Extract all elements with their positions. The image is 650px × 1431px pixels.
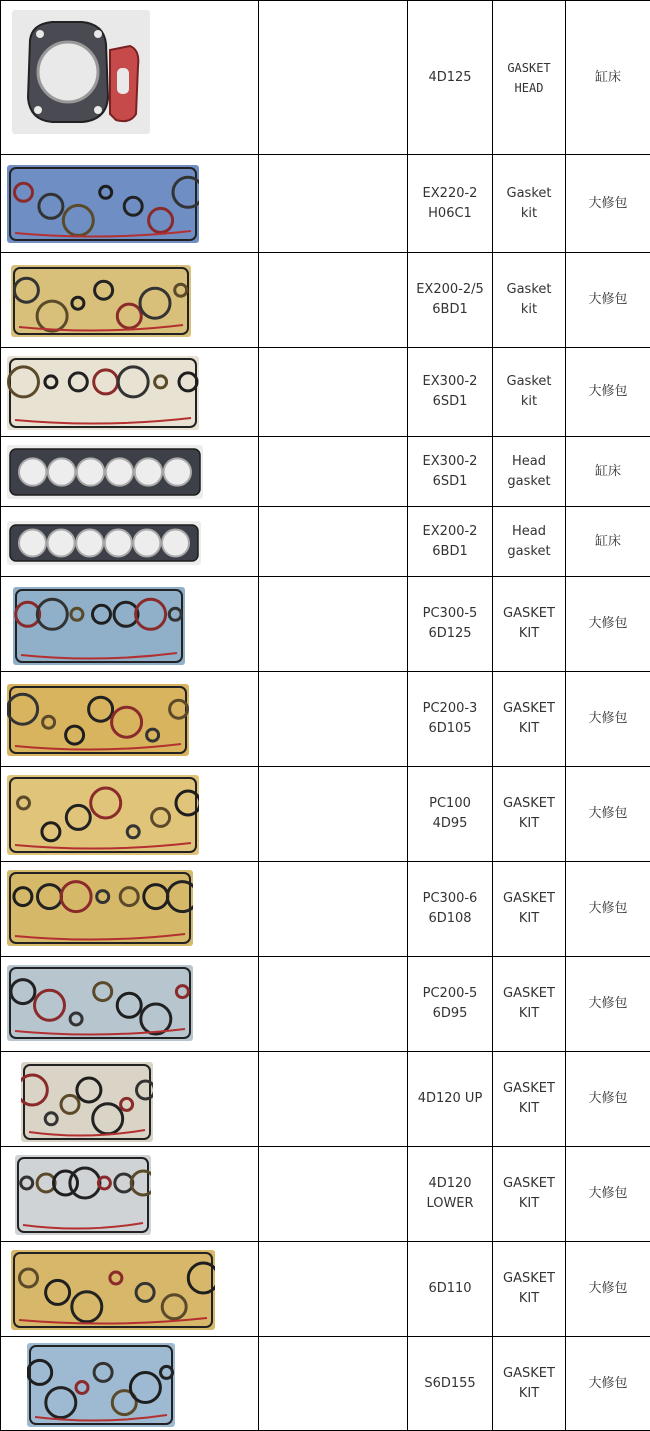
gasket-kit-drawing [7,965,193,1041]
chinese-name-cell [566,577,650,672]
chinese-name-cell-line: 大修包 [566,709,650,729]
chinese-name-cell-line: 缸床 [566,532,650,552]
part-name-cell-line: KIT [493,1194,565,1214]
part-name-cell-line: GASKET [493,1364,565,1384]
model-cell [408,1,493,155]
table-row [1,862,650,957]
table-row [1,253,650,348]
gasket-kit-drawing [7,356,199,430]
model-cell-line: EX200-2/5 [408,280,492,300]
gasket-kit-drawing [11,265,191,337]
model-cell-line: 4D95 [408,814,492,834]
part-name-cell [493,348,566,437]
model-cell [408,767,493,862]
table-row [1,155,650,253]
model-cell-line: 4D125 [408,68,492,88]
part-name-cell-line: GASKET [493,889,565,909]
chinese-name-cell-line: 大修包 [566,1089,650,1109]
part-name-cell [493,1052,566,1147]
model-cell [408,862,493,957]
part-name-cell-line: Head [493,452,565,472]
gasket-kit-drawing [7,165,199,243]
empty-cell [259,577,408,672]
chinese-name-cell-line: 大修包 [566,194,650,214]
chinese-name-cell-line: 大修包 [566,804,650,824]
chinese-name-cell-line: 缸床 [566,68,650,88]
product-image-cell [1,155,259,253]
model-cell [408,577,493,672]
product-image-cell [1,1052,259,1147]
chinese-name-cell [566,1242,650,1337]
model-cell [408,672,493,767]
model-cell [408,348,493,437]
model-cell-line: S6D155 [408,1374,492,1394]
model-cell-line: 4D120 [408,1174,492,1194]
gasket-kit-drawing [11,1250,215,1330]
part-name-cell-line: kit [493,392,565,412]
product-photo [15,1155,151,1235]
model-cell-line: EX220-2 [408,184,492,204]
product-image-cell [1,253,259,348]
model-cell [408,1337,493,1431]
head-gasket-drawing [12,10,150,134]
empty-cell [259,1337,408,1431]
chinese-name-cell [566,253,650,348]
chinese-name-cell-line: 大修包 [566,614,650,634]
part-name-cell [493,957,566,1052]
table-row [1,507,650,577]
chinese-name-cell-line: 缸床 [566,462,650,482]
model-cell-line: 6D108 [408,909,492,929]
table-row [1,767,650,862]
model-cell [408,507,493,577]
chinese-name-cell [566,862,650,957]
model-cell [408,155,493,253]
chinese-name-cell [566,1337,650,1431]
table-row [1,1337,650,1431]
empty-cell [259,1242,408,1337]
empty-cell [259,1052,408,1147]
product-photo [7,521,201,565]
table-row [1,1052,650,1147]
model-cell-line: 6BD1 [408,300,492,320]
product-image-cell [1,672,259,767]
model-cell [408,1147,493,1242]
empty-cell [259,1,408,155]
product-image-cell [1,1337,259,1431]
part-name-cell [493,767,566,862]
model-cell-line: LOWER [408,1194,492,1214]
product-image-cell [1,1147,259,1242]
part-name-cell [493,672,566,767]
table-row [1,1242,650,1337]
part-name-cell-line: Gasket [493,280,565,300]
part-name-cell-line: Gasket [493,372,565,392]
gasket-kit-drawing [27,1343,175,1427]
product-photo [7,356,199,430]
chinese-name-cell [566,348,650,437]
part-name-cell-line: KIT [493,1004,565,1024]
empty-cell [259,957,408,1052]
gasket-kit-drawing [15,1155,151,1235]
product-image-cell [1,507,259,577]
empty-cell [259,507,408,577]
model-cell-line: 6D105 [408,719,492,739]
table-row [1,957,650,1052]
model-cell-line: EX300-2 [408,452,492,472]
product-image-cell [1,348,259,437]
product-photo [13,587,185,665]
model-cell-line: 4D120 UP [408,1089,492,1109]
table-row [1,577,650,672]
model-cell [408,1242,493,1337]
empty-cell [259,348,408,437]
table-row [1,437,650,507]
model-cell [408,957,493,1052]
chinese-name-cell [566,672,650,767]
part-name-cell-line: KIT [493,1289,565,1309]
model-cell-line: 6SD1 [408,472,492,492]
part-name-cell-line: Head [493,522,565,542]
product-image-cell [1,957,259,1052]
empty-cell [259,437,408,507]
product-photo [7,775,199,855]
table-row [1,672,650,767]
part-name-cell-line: KIT [493,719,565,739]
part-name-cell [493,437,566,507]
product-photo [12,10,150,134]
chinese-name-cell-line: 大修包 [566,1279,650,1299]
model-cell-line: PC300-6 [408,889,492,909]
model-cell [408,1052,493,1147]
product-image-cell [1,862,259,957]
product-photo [7,870,193,946]
chinese-name-cell [566,437,650,507]
gasket-kit-drawing [7,775,199,855]
part-name-cell-line: Gasket [493,184,565,204]
model-cell-line: 6D125 [408,624,492,644]
model-cell-line: EX300-2 [408,372,492,392]
parts-table-body [1,1,650,1431]
empty-cell [259,767,408,862]
part-name-cell [493,1337,566,1431]
model-cell-line: 6BD1 [408,542,492,562]
chinese-name-cell-line: 大修包 [566,1184,650,1204]
part-name-cell-line: GASKET [493,58,565,78]
table-row [1,1,650,155]
empty-cell [259,672,408,767]
product-photo [27,1343,175,1427]
part-name-cell-line: GASKET [493,984,565,1004]
empty-cell [259,253,408,348]
gasket-kit-drawing [13,587,185,665]
part-name-cell-line: GASKET [493,1079,565,1099]
model-cell [408,253,493,348]
chinese-name-cell [566,507,650,577]
model-cell [408,437,493,507]
part-name-cell-line: GASKET [493,699,565,719]
part-name-cell-line: KIT [493,814,565,834]
part-name-cell [493,1147,566,1242]
part-name-cell-line: GASKET [493,604,565,624]
product-image-cell [1,437,259,507]
model-cell-line: 6SD1 [408,392,492,412]
empty-cell [259,862,408,957]
head-gasket-drawing [7,445,203,499]
chinese-name-cell-line: 大修包 [566,994,650,1014]
chinese-name-cell [566,767,650,862]
model-cell-line: PC300-5 [408,604,492,624]
part-name-cell-line: KIT [493,1384,565,1404]
part-name-cell [493,155,566,253]
product-photo [21,1062,153,1142]
part-name-cell-line: GASKET [493,1269,565,1289]
chinese-name-cell-line: 大修包 [566,1374,650,1394]
part-name-cell-line: gasket [493,542,565,562]
chinese-name-cell-line: 大修包 [566,899,650,919]
part-name-cell [493,1,566,155]
part-name-cell-line: KIT [493,624,565,644]
part-name-cell-line: gasket [493,472,565,492]
product-photo [11,1250,215,1330]
model-cell-line: PC200-5 [408,984,492,1004]
chinese-name-cell [566,957,650,1052]
product-image-cell [1,1242,259,1337]
head-gasket-drawing [7,521,201,565]
part-name-cell [493,1242,566,1337]
model-cell-line: H06C1 [408,204,492,224]
product-photo [11,265,191,337]
chinese-name-cell-line: 大修包 [566,290,650,310]
product-image-cell [1,1,259,155]
chinese-name-cell-line: 大修包 [566,382,650,402]
table-row [1,1147,650,1242]
product-photo [7,165,199,243]
chinese-name-cell [566,155,650,253]
part-name-cell-line: kit [493,300,565,320]
product-photo [7,965,193,1041]
empty-cell [259,1147,408,1242]
part-name-cell [493,253,566,348]
table-row [1,348,650,437]
chinese-name-cell [566,1052,650,1147]
model-cell-line: EX200-2 [408,522,492,542]
model-cell-line: 6D95 [408,1004,492,1024]
chinese-name-cell [566,1147,650,1242]
part-name-cell [493,862,566,957]
gasket-kit-drawing [7,870,193,946]
part-name-cell-line: GASKET [493,1174,565,1194]
part-name-cell-line: kit [493,204,565,224]
chinese-name-cell [566,1,650,155]
gasket-kit-drawing [21,1062,153,1142]
model-cell-line: PC100 [408,794,492,814]
part-name-cell [493,507,566,577]
part-name-cell-line: KIT [493,1099,565,1119]
gasket-kit-drawing [7,684,189,756]
product-photo [7,445,203,499]
part-name-cell-line: HEAD [493,78,565,98]
product-photo [7,684,189,756]
product-image-cell [1,577,259,672]
model-cell-line: 6D110 [408,1279,492,1299]
model-cell-line: PC200-3 [408,699,492,719]
empty-cell [259,155,408,253]
part-name-cell-line: KIT [493,909,565,929]
part-name-cell-line: GASKET [493,794,565,814]
part-name-cell [493,577,566,672]
product-image-cell [1,767,259,862]
